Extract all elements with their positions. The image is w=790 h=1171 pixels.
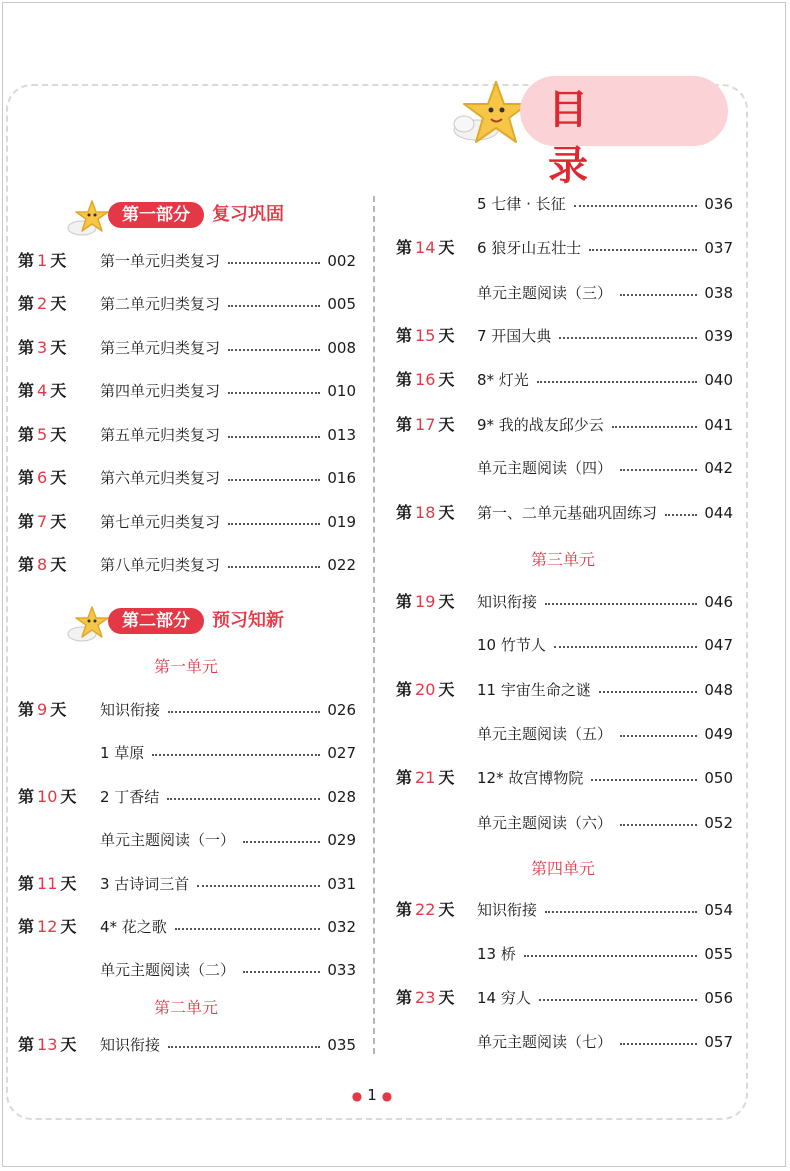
day-prefix: 第 xyxy=(18,512,35,531)
day-suffix: 天 xyxy=(50,468,67,487)
day-label xyxy=(18,466,66,490)
day-suffix: 天 xyxy=(50,555,67,574)
day-prefix: 第 xyxy=(396,592,413,611)
dot-leader xyxy=(243,971,320,973)
page-ref: 029 xyxy=(327,831,356,849)
dot-leader xyxy=(197,885,320,887)
unit-heading: 第四单元 xyxy=(530,859,595,878)
toc-row[interactable] xyxy=(18,785,356,809)
part-two-subtitle: 预习知新 xyxy=(212,610,284,631)
page-ref: 005 xyxy=(327,295,356,313)
day-label xyxy=(396,324,454,348)
lesson-title: 12* 故宫博物院 xyxy=(477,769,584,787)
day-label xyxy=(18,872,76,896)
toc-row[interactable] xyxy=(18,510,356,534)
lesson-title: 10 竹节人 xyxy=(477,636,546,654)
unit-heading: 第三单元 xyxy=(530,550,595,569)
toc-row[interactable] xyxy=(18,828,356,852)
toc-row[interactable] xyxy=(18,249,356,273)
toc-row[interactable] xyxy=(396,1030,733,1054)
day-prefix: 第 xyxy=(396,370,413,389)
day-number: 5 xyxy=(37,425,48,444)
lesson-title: 第七单元归类复习 xyxy=(100,513,221,531)
lesson-title: 知识衔接 xyxy=(477,593,538,611)
day-suffix: 天 xyxy=(60,787,77,806)
lesson-title: 第二单元归类复习 xyxy=(100,295,221,313)
page-ref: 042 xyxy=(704,459,733,477)
day-suffix: 天 xyxy=(50,251,67,270)
day-suffix: 天 xyxy=(438,680,455,699)
toc-row[interactable] xyxy=(396,413,733,437)
day-suffix: 天 xyxy=(438,370,455,389)
day-number: 21 xyxy=(415,768,436,787)
day-label xyxy=(18,292,66,316)
page-ref: 027 xyxy=(327,744,356,762)
day-suffix: 天 xyxy=(60,1035,77,1054)
dot-leader xyxy=(620,1043,697,1045)
toc-row[interactable] xyxy=(396,678,733,702)
day-label xyxy=(396,986,454,1010)
day-label xyxy=(18,379,66,403)
lesson-title: 第六单元归类复习 xyxy=(100,469,221,487)
page-ref: 052 xyxy=(704,814,733,832)
page-ref: 048 xyxy=(704,681,733,699)
lesson-title: 第一单元归类复习 xyxy=(100,252,221,270)
lesson-title: 第四单元归类复习 xyxy=(100,382,221,400)
day-number: 11 xyxy=(37,874,58,893)
toc-row[interactable] xyxy=(396,633,733,657)
lesson-title: 第一、二单元基础巩固练习 xyxy=(477,504,658,522)
toc-row[interactable] xyxy=(18,915,356,939)
bullet-dot-icon: ● xyxy=(351,1089,363,1103)
lesson-title: 知识衔接 xyxy=(100,1036,161,1054)
lesson-title: 4* 花之歌 xyxy=(100,918,167,936)
dot-leader xyxy=(243,841,320,843)
page-ref: 037 xyxy=(704,239,733,257)
star-mascot-icon xyxy=(66,198,112,238)
day-prefix: 第 xyxy=(396,988,413,1007)
page-ref: 016 xyxy=(327,469,356,487)
day-suffix: 天 xyxy=(438,988,455,1007)
dot-leader xyxy=(524,955,697,957)
page-ref: 054 xyxy=(704,901,733,919)
page-number: 1 xyxy=(367,1086,377,1104)
toc-row[interactable] xyxy=(18,379,356,403)
day-prefix: 第 xyxy=(18,874,35,893)
lesson-title: 13 桥 xyxy=(477,945,516,963)
day-label xyxy=(18,249,66,273)
dot-leader xyxy=(612,426,697,428)
toc-row[interactable] xyxy=(396,192,733,216)
part-one-subtitle: 复习巩固 xyxy=(212,204,284,225)
unit-heading: 第一单元 xyxy=(153,657,218,676)
page-ref: 046 xyxy=(704,593,733,611)
lesson-title: 2 丁香结 xyxy=(100,788,160,806)
day-number: 12 xyxy=(37,917,58,936)
day-number: 17 xyxy=(415,415,436,434)
lesson-title: 5 七律 · 长征 xyxy=(477,195,566,213)
day-prefix: 第 xyxy=(396,768,413,787)
dot-leader xyxy=(620,735,697,737)
lesson-title: 单元主题阅读（四） xyxy=(477,459,613,477)
toc-row[interactable] xyxy=(18,698,356,722)
day-prefix: 第 xyxy=(396,680,413,699)
page-ref: 044 xyxy=(704,504,733,522)
dot-leader xyxy=(228,262,320,264)
dot-leader xyxy=(152,754,320,756)
lesson-title: 6 狼牙山五壮士 xyxy=(477,239,582,257)
day-number: 13 xyxy=(37,1035,58,1054)
lesson-title: 第五单元归类复习 xyxy=(100,426,221,444)
dot-leader xyxy=(545,603,697,605)
day-suffix: 天 xyxy=(438,415,455,434)
toc-row[interactable] xyxy=(396,236,733,260)
lesson-title: 知识衔接 xyxy=(477,901,538,919)
day-label xyxy=(18,915,76,939)
day-label xyxy=(396,678,454,702)
dot-leader xyxy=(620,294,697,296)
toc-row[interactable] xyxy=(18,423,356,447)
toc-row[interactable] xyxy=(396,456,733,480)
page-ref: 032 xyxy=(327,918,356,936)
toc-row[interactable] xyxy=(396,590,733,614)
day-number: 8 xyxy=(37,555,48,574)
page-ref: 022 xyxy=(327,556,356,574)
page-ref: 002 xyxy=(327,252,356,270)
page-ref: 008 xyxy=(327,339,356,357)
toc-row[interactable] xyxy=(396,986,733,1010)
part-two-badge: 第二部分 xyxy=(108,608,204,634)
dot-leader xyxy=(228,436,320,438)
day-label xyxy=(396,590,454,614)
day-suffix: 天 xyxy=(50,381,67,400)
day-prefix: 第 xyxy=(396,326,413,345)
day-number: 22 xyxy=(415,900,436,919)
day-suffix: 天 xyxy=(438,900,455,919)
dot-leader xyxy=(591,779,697,781)
page-ref: 040 xyxy=(704,371,733,389)
day-label xyxy=(18,698,66,722)
toc-row[interactable] xyxy=(396,368,733,392)
day-label xyxy=(396,236,454,260)
page-ref: 036 xyxy=(704,195,733,213)
dot-leader xyxy=(228,523,320,525)
dot-leader xyxy=(228,349,320,351)
day-suffix: 天 xyxy=(60,874,77,893)
lesson-title: 14 穷人 xyxy=(477,989,531,1007)
day-number: 3 xyxy=(37,338,48,357)
day-prefix: 第 xyxy=(396,503,413,522)
page-ref: 033 xyxy=(327,961,356,979)
day-label xyxy=(396,766,454,790)
dot-leader xyxy=(228,392,320,394)
page-ref: 019 xyxy=(327,513,356,531)
day-prefix: 第 xyxy=(396,415,413,434)
toc-row[interactable] xyxy=(396,766,733,790)
page-ref: 050 xyxy=(704,769,733,787)
day-prefix: 第 xyxy=(18,1035,35,1054)
day-prefix: 第 xyxy=(18,338,35,357)
toc-row[interactable] xyxy=(18,292,356,316)
dot-leader xyxy=(228,305,320,307)
dot-leader xyxy=(620,469,697,471)
day-prefix: 第 xyxy=(18,381,35,400)
day-number: 2 xyxy=(37,294,48,313)
part-one-header xyxy=(66,198,326,232)
dot-leader xyxy=(620,824,697,826)
page-ref: 010 xyxy=(327,382,356,400)
day-label xyxy=(18,423,66,447)
day-number: 19 xyxy=(415,592,436,611)
page-ref: 049 xyxy=(704,725,733,743)
lesson-title: 单元主题阅读（三） xyxy=(477,284,613,302)
lesson-title: 9* 我的战友邱少云 xyxy=(477,416,604,434)
page-title: 目 录 xyxy=(548,87,610,189)
dot-leader xyxy=(539,999,697,1001)
page-ref: 026 xyxy=(327,701,356,719)
toc-row[interactable] xyxy=(396,898,733,922)
day-number: 9 xyxy=(37,700,48,719)
part-one-badge: 第一部分 xyxy=(108,202,204,228)
toc-row[interactable] xyxy=(396,942,733,966)
lesson-title: 知识衔接 xyxy=(100,701,161,719)
dot-leader xyxy=(168,1046,320,1048)
page-footer xyxy=(344,1084,400,1106)
page-ref: 038 xyxy=(704,284,733,302)
toc-row[interactable] xyxy=(18,958,356,982)
lesson-title: 3 古诗词三首 xyxy=(100,875,190,893)
toc-row[interactable] xyxy=(396,722,733,746)
day-number: 1 xyxy=(37,251,48,270)
page-ref: 047 xyxy=(704,636,733,654)
dot-leader xyxy=(167,798,320,800)
dot-leader xyxy=(175,928,320,930)
dot-leader xyxy=(599,691,697,693)
lesson-title: 第三单元归类复习 xyxy=(100,339,221,357)
dot-leader xyxy=(168,711,320,713)
dot-leader xyxy=(589,249,697,251)
day-number: 7 xyxy=(37,512,48,531)
toc-row[interactable] xyxy=(18,336,356,360)
toc-row[interactable] xyxy=(396,324,733,348)
page-ref: 057 xyxy=(704,1033,733,1051)
column-divider xyxy=(373,196,375,1054)
day-label xyxy=(396,501,454,525)
day-prefix: 第 xyxy=(18,555,35,574)
toc-row[interactable] xyxy=(18,466,356,490)
day-suffix: 天 xyxy=(438,592,455,611)
day-label xyxy=(18,510,66,534)
toc-row[interactable] xyxy=(18,1033,356,1057)
toc-row[interactable] xyxy=(396,811,733,835)
day-label xyxy=(18,1033,76,1057)
day-number: 16 xyxy=(415,370,436,389)
day-prefix: 第 xyxy=(18,251,35,270)
toc-row[interactable] xyxy=(18,872,356,896)
day-number: 14 xyxy=(415,238,436,257)
day-label xyxy=(396,898,454,922)
dot-leader xyxy=(554,646,697,648)
lesson-title: 单元主题阅读（五） xyxy=(477,725,613,743)
day-label xyxy=(18,336,66,360)
page-ref: 013 xyxy=(327,426,356,444)
dot-leader xyxy=(228,479,320,481)
day-suffix: 天 xyxy=(50,425,67,444)
page-ref: 041 xyxy=(704,416,733,434)
day-number: 20 xyxy=(415,680,436,699)
dot-leader xyxy=(228,566,320,568)
day-suffix: 天 xyxy=(438,326,455,345)
lesson-title: 1 草原 xyxy=(100,744,145,762)
day-number: 4 xyxy=(37,381,48,400)
lesson-title: 11 宇宙生命之谜 xyxy=(477,681,591,699)
day-number: 18 xyxy=(415,503,436,522)
day-suffix: 天 xyxy=(50,338,67,357)
unit-heading: 第二单元 xyxy=(153,998,218,1017)
lesson-title: 单元主题阅读（六） xyxy=(477,814,613,832)
page-ref: 031 xyxy=(327,875,356,893)
toc-row[interactable] xyxy=(396,501,733,525)
day-prefix: 第 xyxy=(18,787,35,806)
lesson-title: 单元主题阅读（一） xyxy=(100,831,236,849)
day-suffix: 天 xyxy=(438,768,455,787)
star-mascot-icon xyxy=(66,604,112,644)
day-label xyxy=(396,368,454,392)
day-number: 10 xyxy=(37,787,58,806)
day-label xyxy=(18,553,66,577)
dot-leader xyxy=(537,381,697,383)
page-ref: 035 xyxy=(327,1036,356,1054)
day-number: 23 xyxy=(415,988,436,1007)
day-prefix: 第 xyxy=(18,294,35,313)
lesson-title: 单元主题阅读（二） xyxy=(100,961,236,979)
day-prefix: 第 xyxy=(18,700,35,719)
dot-leader xyxy=(559,337,697,339)
page-ref: 056 xyxy=(704,989,733,1007)
lesson-title: 8* 灯光 xyxy=(477,371,529,389)
toc-row[interactable] xyxy=(18,553,356,577)
page-ref: 039 xyxy=(704,327,733,345)
day-suffix: 天 xyxy=(438,503,455,522)
part-two-header xyxy=(66,604,326,638)
day-prefix: 第 xyxy=(396,238,413,257)
day-prefix: 第 xyxy=(18,468,35,487)
day-number: 6 xyxy=(37,468,48,487)
day-label xyxy=(396,413,454,437)
day-number: 15 xyxy=(415,326,436,345)
page-ref: 055 xyxy=(704,945,733,963)
lesson-title: 单元主题阅读（七） xyxy=(477,1033,613,1051)
dot-leader xyxy=(545,911,697,913)
day-suffix: 天 xyxy=(60,917,77,936)
day-suffix: 天 xyxy=(50,512,67,531)
day-suffix: 天 xyxy=(50,294,67,313)
day-prefix: 第 xyxy=(18,917,35,936)
lesson-title: 7 开国大典 xyxy=(477,327,552,345)
toc-row[interactable] xyxy=(396,281,733,305)
lesson-title: 第八单元归类复习 xyxy=(100,556,221,574)
toc-row[interactable] xyxy=(18,741,356,765)
dot-leader xyxy=(574,205,697,207)
day-suffix: 天 xyxy=(50,700,67,719)
day-prefix: 第 xyxy=(396,900,413,919)
page-ref: 028 xyxy=(327,788,356,806)
day-prefix: 第 xyxy=(18,425,35,444)
bullet-dot-icon: ● xyxy=(381,1089,393,1103)
day-suffix: 天 xyxy=(438,238,455,257)
day-label xyxy=(18,785,76,809)
